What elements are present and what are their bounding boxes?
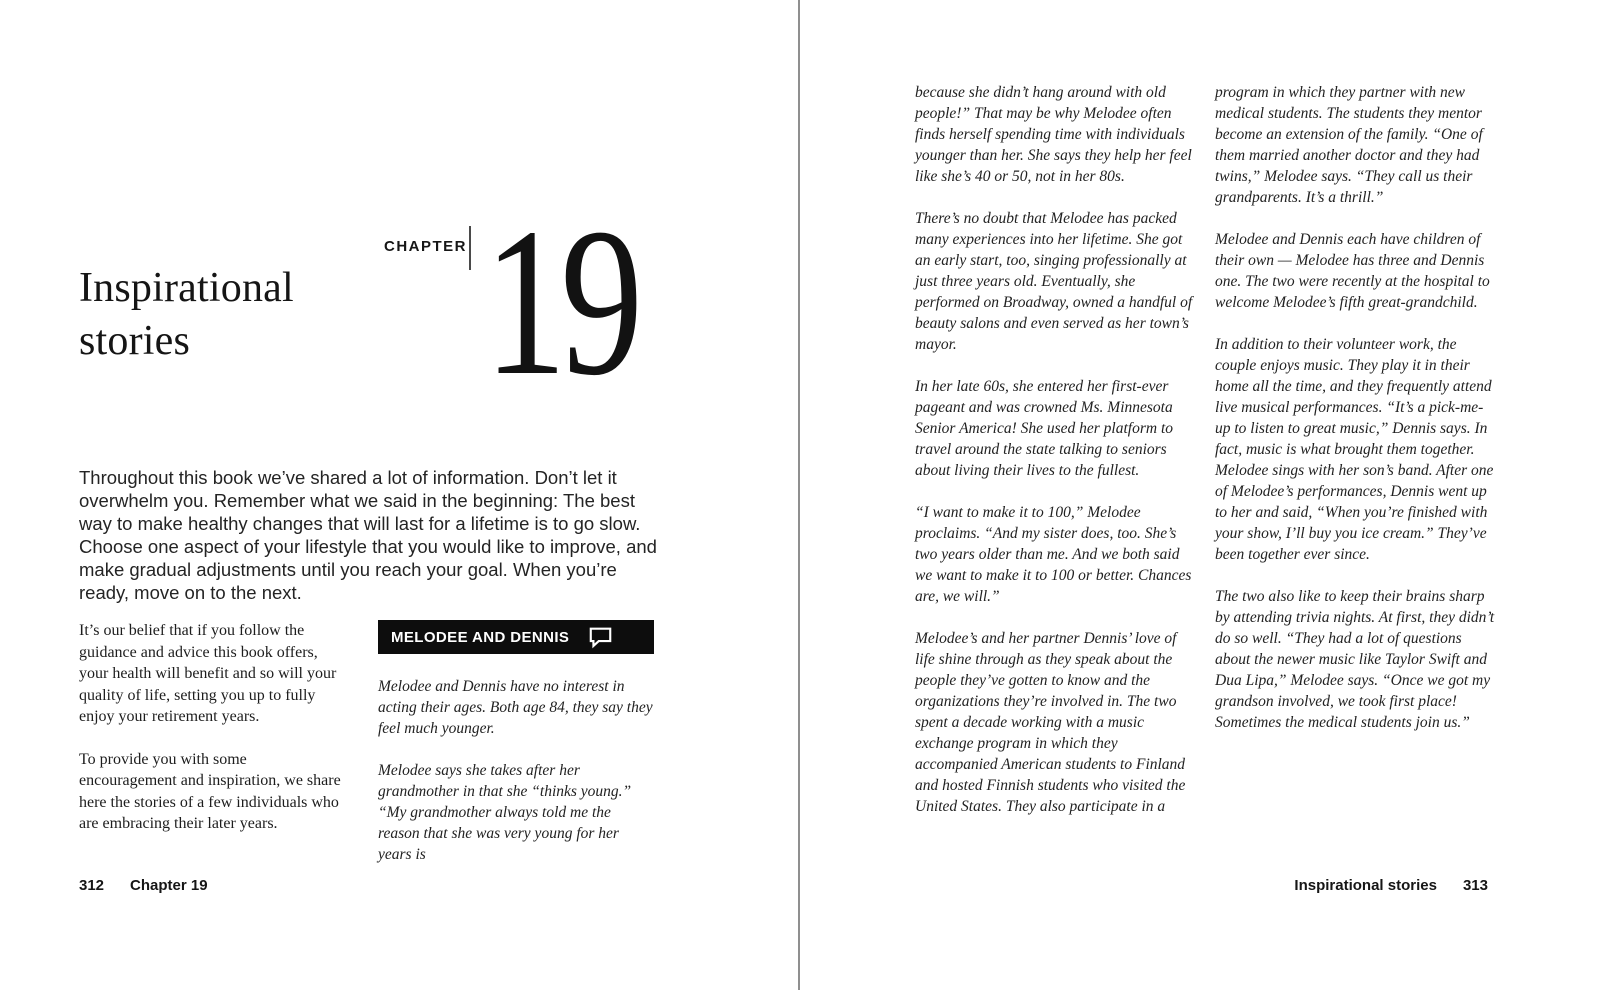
- right-page-footer: [1294, 877, 1488, 894]
- page-title: Inspirational stories: [79, 265, 294, 364]
- story-paragraph: The two also like to keep their brains sharp by attending trivia nights. At first, they didn’t do so well. “They had a lot of questions about the newer music like Taylor Swift and Dua Lipa,” Melodee says. “Once we got my grandson involved, we took first place! Sometimes the medical students join us.”: [1215, 588, 1495, 731]
- story-paragraph: Melodee and Dennis have no interest in acting their ages. Both age 84, they say they feel much younger.: [378, 678, 653, 737]
- story-paragraph: program in which they partner with new medical students. The students they mentor become an extension of the family. “One of them married another doctor and they had twins,” Melodee says. “They call us their grandparents. It’s a thrill.”: [1215, 84, 1483, 206]
- story-paragraph: There’s no doubt that Melodee has packed many experiences into her lifetime. She got an early start, too, singing professionally at just three years old. Eventually, she performed on Broadway, owned a handful of beauty salons and even served as her town’s mayor.: [915, 210, 1193, 353]
- right-page: [800, 0, 1600, 990]
- story-intro-text: [378, 676, 654, 865]
- left-page-footer: [79, 877, 208, 894]
- story-paragraph: Melodee says she takes after her grandmother in that she “thinks young.” “My grandmother always told me the reason that she was very young for her years is: [378, 762, 632, 863]
- chapter-label: CHAPTER: [384, 238, 468, 255]
- paragraph: It’s our belief that if you follow the guidance and advice this book offers, your health will benefit and so will your quality of life, setting you up to fully enjoy your retirement years.: [79, 622, 337, 725]
- left-page-column-1: [79, 620, 347, 856]
- story-banner-title: MELODEE AND DENNIS: [391, 628, 570, 646]
- story-paragraph: Melodee’s and her partner Dennis’ love of life shine through as they speak about the people they’ve gotten to know and the organizations they’re involved in. The two spent a decade working with a music exchange program in which they accompanied American students to Finland and hosted Finnish students who visited the United States. They also participate in a: [915, 630, 1186, 815]
- page-gutter-line: [798, 0, 800, 990]
- footer-page-number: 313: [1462, 877, 1488, 894]
- footer-page-number: 312: [79, 877, 105, 894]
- right-page-column-1: [915, 82, 1197, 838]
- story-paragraph: “I want to make it to 100,” Melodee proclaims. “And my sister does, too. She’s two years older than me. And we both said we want to make it to 100 or better. Chances are, we will.”: [915, 504, 1192, 605]
- chapter-number: 19: [484, 184, 637, 419]
- story-paragraph: because she didn’t hang around with old people!” That may be why Melodee often finds herself spending time with individuals younger than her. She says they help her feel like she’s 40 or 50, not in her 80s.: [915, 84, 1192, 185]
- footer-section-label: Inspirational stories: [1294, 877, 1437, 894]
- intro-paragraph: Throughout this book we’ve shared a lot of information. Don’t let it overwhelm you. Remember what we said in the beginning: The best way to make healthy changes that will last for a lifetime is to go slow. Choose one aspect of your lifestyle that you would like to improve, and make gradual adjustments until you reach your goal. When you’re ready, move on to the next.: [79, 467, 657, 603]
- story-paragraph: In addition to their volunteer work, the couple enjoys music. They play it in their home all the time, and they frequently attend live musical performances. “It’s a pick-me-up to listen to great music,” Dennis says. In fact, music is what brought them together. Melodee sings with her son’s band. After one of Melodee’s performances, Dennis went up to her and said, “When you’re finished with your show, I’ll buy you ice cream.” They’ve been together ever since.: [1215, 336, 1494, 563]
- story-paragraph: Melodee and Dennis each have children of their own — Melodee has three and Dennis one. The two were recently at the hospital to welcome Melodee’s fifth great-grandchild.: [1215, 231, 1490, 311]
- footer-section-label: Chapter 19: [130, 877, 208, 894]
- speech-bubble-icon: [587, 626, 614, 649]
- chapter-rule-divider: [469, 226, 471, 270]
- right-page-column-2: [1215, 82, 1497, 754]
- story-banner: [378, 620, 654, 654]
- left-page-column-2: [378, 620, 654, 886]
- paragraph: To provide you with some encouragement and inspiration, we share here the stories of a few individuals who are embracing their later years.: [79, 750, 341, 832]
- story-paragraph: In her late 60s, she entered her first-ever pageant and was crowned Ms. Minnesota Senior America! She used her platform to travel around the state talking to seniors about living their lives to the fullest.: [915, 378, 1174, 479]
